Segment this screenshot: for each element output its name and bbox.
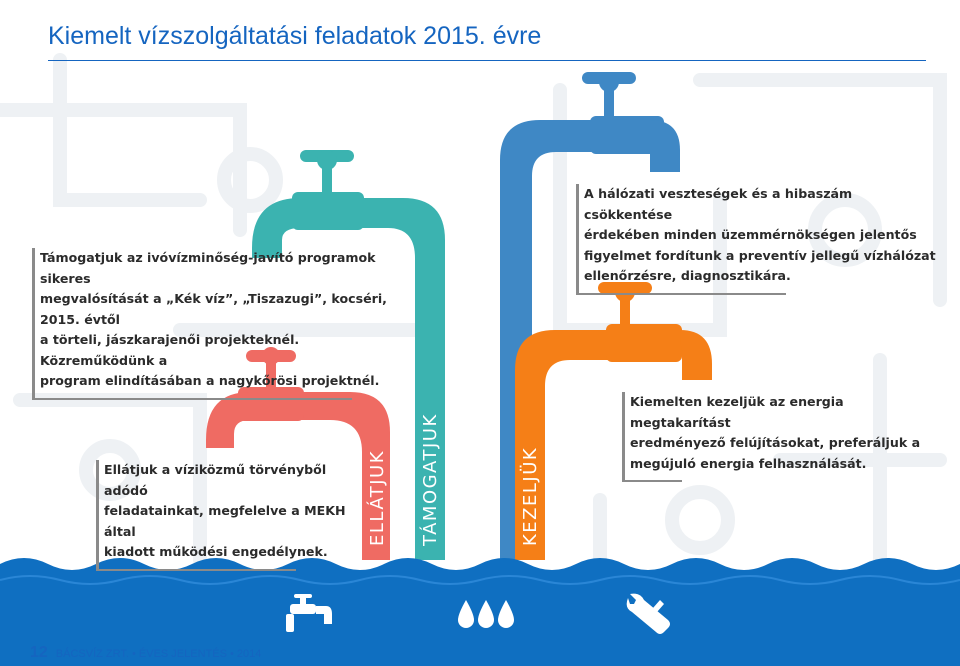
note-line: A hálózati veszteségek és a hibaszám csökkentése xyxy=(584,186,853,222)
label-kezeljuk: KEZELJÜK xyxy=(520,446,541,546)
note-border xyxy=(96,569,296,571)
note-line: ellenőrzésre, diagnosztikára. xyxy=(584,268,791,283)
footer-text: BÁCSVÍZ ZRT. • ÉVES JELENTÉS • 2014 xyxy=(55,648,262,660)
label-figyelmet: FIGYELMET FORDÍTUNK xyxy=(476,307,497,546)
water-drops-icon xyxy=(458,600,514,628)
note-line: kiadott működési engedélynek. xyxy=(104,544,328,559)
spout-kezeljuk xyxy=(680,330,712,380)
note-line: feladatainkat, megfelelve a MEKH által xyxy=(104,503,346,539)
note-line: a törteli, jászkarajenői projekteknél. Közreműködünk a xyxy=(40,332,300,368)
note-border xyxy=(32,398,352,400)
note-border xyxy=(576,293,786,295)
footer xyxy=(30,644,261,662)
note-tamogatjuk xyxy=(32,248,410,392)
note-line: Támogatjuk az ivóvízminőség-javító programok sikeres xyxy=(40,250,376,286)
note-line: eredményező felújításokat, preferáljuk a xyxy=(630,435,921,450)
note-ellatjuk xyxy=(96,460,374,563)
title-divider xyxy=(48,60,926,61)
note-line: figyelmet fordítunk a preventív jellegű vízhálózat xyxy=(584,247,936,263)
note-line: Ellátjuk a víziközmű törvényből adódó xyxy=(104,462,327,498)
spout-ellatjuk xyxy=(206,392,250,448)
note-line: érdekében minden üzemmérnökségen jelentős xyxy=(584,227,917,242)
note-border xyxy=(96,460,99,571)
page-number: 12 xyxy=(30,644,48,661)
note-kezeljuk xyxy=(622,392,940,474)
spout-figyelmet xyxy=(650,120,680,172)
note-line: megvalósítását a „Kék víz”, „Tiszazugi”, kocséri, 2015. évtől xyxy=(40,291,387,327)
note-border xyxy=(622,392,625,482)
note-border xyxy=(622,480,682,482)
note-line: megújuló energia felhasználását. xyxy=(630,455,867,471)
label-tamogatjuk: TÁMOGATJUK xyxy=(420,413,441,546)
note-border xyxy=(576,184,579,295)
note-figyelmet xyxy=(576,184,944,287)
page-title: Kiemelt vízszolgáltatási feladatok 2015. évre xyxy=(48,22,542,50)
note-border xyxy=(32,248,35,400)
label-ellatjuk: ELLÁTJUK xyxy=(367,449,388,546)
note-line: Kiemelten kezeljük az energia megtakarítást xyxy=(630,394,844,430)
note-line: program elindításában a nagykőrösi projektnél. xyxy=(40,373,380,388)
